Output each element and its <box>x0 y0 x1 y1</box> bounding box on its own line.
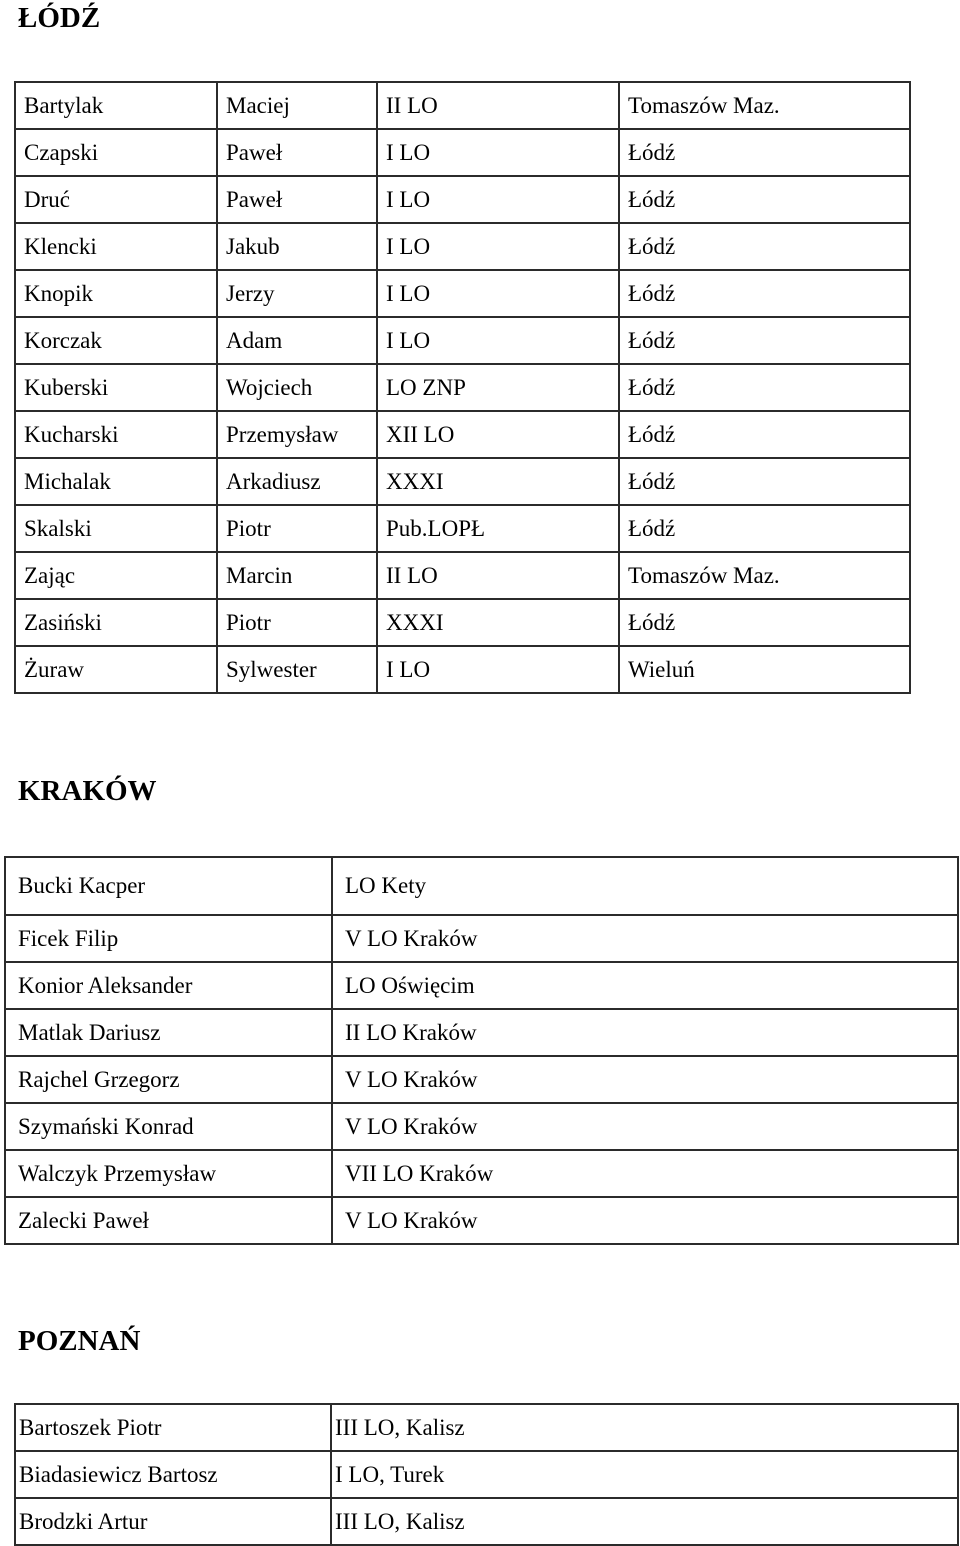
table-cell: I LO <box>377 646 619 693</box>
table-cell: Paweł <box>217 129 377 176</box>
table-cell: II LO Kraków <box>332 1009 958 1056</box>
table-cell: Druć <box>15 176 217 223</box>
table-cell: Kuberski <box>15 364 217 411</box>
table-cell: XXXI <box>377 458 619 505</box>
table-cell: Kucharski <box>15 411 217 458</box>
table-cell: LO Oświęcim <box>332 962 958 1009</box>
table-row <box>5 915 958 962</box>
table-cell: LO ZNP <box>377 364 619 411</box>
table-cell: V LO Kraków <box>332 915 958 962</box>
table-lodz <box>14 81 911 694</box>
table-cell: Żuraw <box>15 646 217 693</box>
table-cell: Arkadiusz <box>217 458 377 505</box>
table-row <box>5 857 958 915</box>
table-cell: V LO Kraków <box>332 1103 958 1150</box>
table-cell: Pub.LOPŁ <box>377 505 619 552</box>
table-cell: Maciej <box>217 82 377 129</box>
table-cell: V LO Kraków <box>332 1197 958 1244</box>
table-cell: Skalski <box>15 505 217 552</box>
table-cell: I LO <box>377 129 619 176</box>
table-row <box>15 364 910 411</box>
table-row <box>15 552 910 599</box>
table-row <box>15 1498 958 1545</box>
table-cell: Matlak Dariusz <box>5 1009 332 1056</box>
table-cell: III LO, Kalisz <box>331 1498 958 1545</box>
table-cell: Zając <box>15 552 217 599</box>
table-cell: Zasiński <box>15 599 217 646</box>
table-row <box>15 411 910 458</box>
table-cell: Klencki <box>15 223 217 270</box>
table-cell: Ficek Filip <box>5 915 332 962</box>
table-row <box>15 176 910 223</box>
table-row <box>15 1451 958 1498</box>
table-cell: Łódź <box>619 505 910 552</box>
table-cell: I LO, Turek <box>331 1451 958 1498</box>
table-cell: III LO, Kalisz <box>331 1404 958 1451</box>
table-row <box>5 1197 958 1244</box>
table-row <box>5 962 958 1009</box>
table-cell: Łódź <box>619 364 910 411</box>
table-cell: Walczyk Przemysław <box>5 1150 332 1197</box>
table-cell: Biadasiewicz Bartosz <box>15 1451 331 1498</box>
table-row <box>15 317 910 364</box>
table-cell: Łódź <box>619 317 910 364</box>
table-row <box>15 223 910 270</box>
table-cell: Knopik <box>15 270 217 317</box>
table-cell: I LO <box>377 317 619 364</box>
table-row <box>15 270 910 317</box>
table-cell: Konior Aleksander <box>5 962 332 1009</box>
table-cell: Tomaszów Maz. <box>619 552 910 599</box>
table-cell: XXXI <box>377 599 619 646</box>
table-cell: Czapski <box>15 129 217 176</box>
table-cell: Bucki Kacper <box>5 857 332 915</box>
table-cell: XII LO <box>377 411 619 458</box>
table-cell: II LO <box>377 82 619 129</box>
table-cell: Wieluń <box>619 646 910 693</box>
table-cell: II LO <box>377 552 619 599</box>
table-cell: I LO <box>377 223 619 270</box>
table-cell: V LO Kraków <box>332 1056 958 1103</box>
table-cell: Michalak <box>15 458 217 505</box>
table-cell: Bartylak <box>15 82 217 129</box>
table-row <box>15 129 910 176</box>
table-row <box>15 82 910 129</box>
table-cell: Adam <box>217 317 377 364</box>
table-row <box>15 458 910 505</box>
table-cell: Bartoszek Piotr <box>15 1404 331 1451</box>
table-cell: Rajchel Grzegorz <box>5 1056 332 1103</box>
table-krakow <box>4 856 959 1245</box>
table-cell: Korczak <box>15 317 217 364</box>
table-cell: Tomaszów Maz. <box>619 82 910 129</box>
table-cell: Marcin <box>217 552 377 599</box>
table-cell: Paweł <box>217 176 377 223</box>
table-cell: Jakub <box>217 223 377 270</box>
table-cell: Łódź <box>619 270 910 317</box>
table-cell: I LO <box>377 270 619 317</box>
section-heading-lodz: ŁÓDŹ <box>18 2 101 34</box>
table-row <box>15 505 910 552</box>
table-cell: Brodzki Artur <box>15 1498 331 1545</box>
table-row <box>15 646 910 693</box>
table-cell: Łódź <box>619 458 910 505</box>
table-cell: Piotr <box>217 505 377 552</box>
table-cell: Łódź <box>619 599 910 646</box>
table-cell: Łódź <box>619 176 910 223</box>
table-cell: Łódź <box>619 129 910 176</box>
table-cell: Łódź <box>619 411 910 458</box>
table-cell: LO Kety <box>332 857 958 915</box>
table-cell: Jerzy <box>217 270 377 317</box>
table-cell: Łódź <box>619 223 910 270</box>
table-cell: Sylwester <box>217 646 377 693</box>
table-cell: VII LO Kraków <box>332 1150 958 1197</box>
table-row <box>5 1056 958 1103</box>
table-poznan <box>14 1403 959 1546</box>
table-cell: Piotr <box>217 599 377 646</box>
table-cell: Wojciech <box>217 364 377 411</box>
table-cell: Zalecki Paweł <box>5 1197 332 1244</box>
table-row <box>15 599 910 646</box>
table-cell: Szymański Konrad <box>5 1103 332 1150</box>
table-row <box>15 1404 958 1451</box>
section-heading-poznan: POZNAŃ <box>18 1325 141 1357</box>
table-cell: Przemysław <box>217 411 377 458</box>
table-row <box>5 1009 958 1056</box>
table-cell: I LO <box>377 176 619 223</box>
section-heading-krakow: KRAKÓW <box>18 775 157 807</box>
table-row <box>5 1103 958 1150</box>
table-row <box>5 1150 958 1197</box>
